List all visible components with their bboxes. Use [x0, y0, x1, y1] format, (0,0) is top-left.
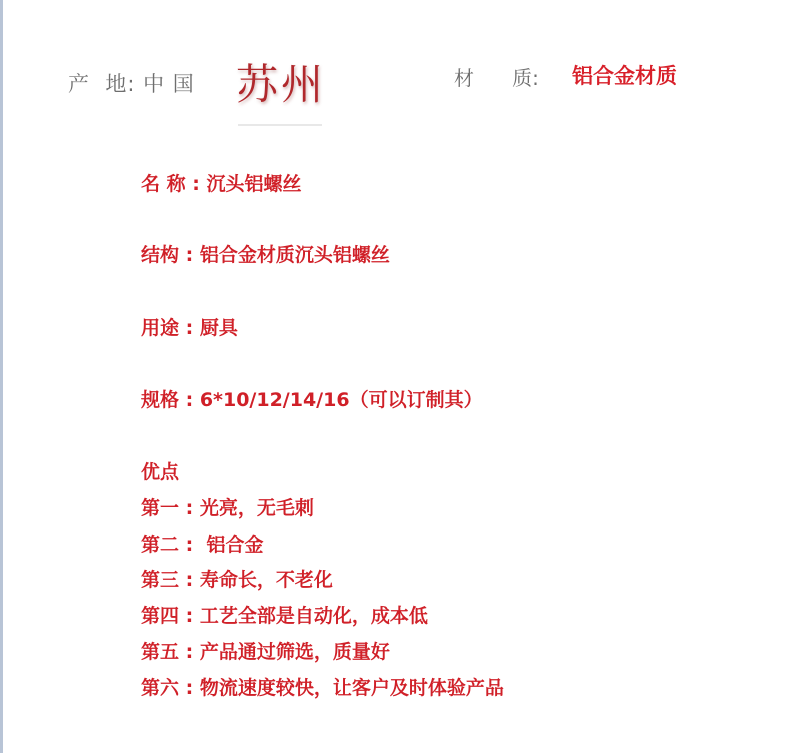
advantage-item: 第六 : 物流速度较快，让客户及时体验产品	[141, 677, 504, 699]
advantage-item: 第三 : 寿命长，不老化	[141, 569, 333, 591]
material-value: 铝合金材质	[572, 64, 677, 88]
origin-label: 产 地: 中 国	[68, 72, 195, 96]
spec-structure: 结构 : 铝合金材质沉头铝螺丝	[141, 244, 390, 266]
header-row	[0, 0, 798, 130]
spec-name: 名 称 : 沉头铝螺丝	[141, 173, 302, 195]
advantage-item: 第一 : 光亮，无毛刺	[141, 497, 314, 519]
spec-usage: 用途 : 厨具	[141, 317, 238, 339]
advantages-heading: 优点	[141, 461, 180, 483]
advantage-item: 第二 : 铝合金	[141, 534, 264, 556]
advantage-item: 第四 : 工艺全部是自动化，成本低	[141, 605, 428, 627]
material-label: 材 质:	[454, 66, 539, 90]
advantage-item: 第五 : 产品通过筛选，质量好	[141, 641, 390, 663]
spec-specification: 规格 : 6*10/12/14/16（可以订制其）	[141, 389, 483, 411]
origin-city: 苏州	[236, 60, 327, 109]
origin-underline	[238, 124, 322, 126]
